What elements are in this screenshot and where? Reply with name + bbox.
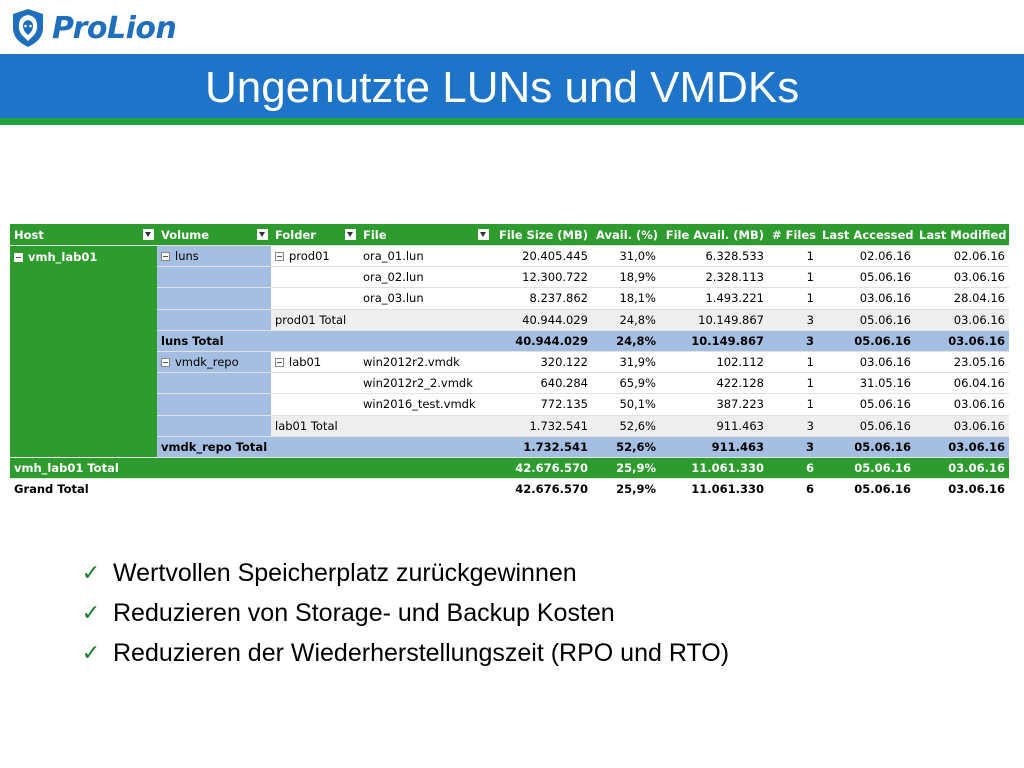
volume-total-row [10,330,1009,351]
collapse-toggle-icon[interactable] [161,358,170,367]
avail-mb-cell: 1.493.221 [660,288,768,309]
header-last-accessed: Last Accessed [818,224,915,246]
grand-total-label: Grand Total [10,479,492,500]
size-cell: 772.135 [492,394,592,415]
count-cell: 1 [768,394,818,415]
header-host[interactable]: Host [10,224,157,246]
folder-cell [271,394,359,415]
size-cell: 42.676.570 [492,457,592,478]
header-avail-pct: Avail. (%) [592,224,660,246]
avail-mb-cell: 6.328.533 [660,246,768,267]
avail-mb-cell: 2.328.113 [660,267,768,288]
collapse-toggle-icon[interactable] [275,252,284,261]
volume-cell[interactable]: luns [157,246,271,267]
page-title: Ungenutzte LUNs und VMDKs [205,63,800,112]
modified-cell: 03.06.16 [915,309,1009,330]
accessed-cell: 05.06.16 [818,330,915,351]
folder-cell[interactable]: lab01 [271,351,359,372]
modified-cell: 03.06.16 [915,479,1009,500]
volume-cell [157,267,271,288]
volume-cell [157,394,271,415]
avail-mb-cell: 11.061.330 [660,457,768,478]
header-file-count: # Files [768,224,818,246]
checkmark-icon: ✓ [81,640,101,666]
size-cell: 12.300.722 [492,267,592,288]
folder-cell [271,288,359,309]
size-cell: 40.944.029 [492,330,592,351]
accessed-cell: 05.06.16 [818,415,915,436]
accessed-cell: 02.06.16 [818,246,915,267]
table-row [10,267,1009,288]
count-cell: 1 [768,267,818,288]
size-cell: 1.732.541 [492,436,592,457]
folder-cell[interactable]: prod01 [271,246,359,267]
table-row [10,351,1009,372]
accessed-cell: 31.05.16 [818,373,915,394]
size-cell: 640.284 [492,373,592,394]
modified-cell: 03.06.16 [915,267,1009,288]
table-row [10,288,1009,309]
count-cell: 1 [768,246,818,267]
volume-cell [157,288,271,309]
header-file-avail: File Avail. (MB) [660,224,768,246]
accessed-cell: 05.06.16 [818,457,915,478]
folder-total-label: lab01 Total [271,415,492,436]
count-cell: 3 [768,415,818,436]
accessed-cell: 05.06.16 [818,394,915,415]
collapse-toggle-icon[interactable] [14,253,23,262]
host-total-row [10,457,1009,478]
checkmark-icon: ✓ [81,600,101,626]
host-cell[interactable]: vmh_lab01 [10,246,157,458]
avail-pct-cell: 18,1% [592,288,660,309]
avail-pct-cell: 31,9% [592,351,660,372]
avail-pct-cell: 65,9% [592,373,660,394]
volume-cell [157,415,271,436]
logo-text: ProLion [52,10,177,46]
collapse-toggle-icon[interactable] [275,358,284,367]
avail-pct-cell: 50,1% [592,394,660,415]
pivot-table [10,224,1009,499]
filter-dropdown-icon[interactable] [345,229,356,240]
modified-cell: 06.04.16 [915,373,1009,394]
avail-mb-cell: 10.149.867 [660,330,768,351]
volume-total-label: vmdk_repo Total [157,436,492,457]
avail-pct-cell: 52,6% [592,415,660,436]
size-cell: 1.732.541 [492,415,592,436]
accessed-cell: 05.06.16 [818,479,915,500]
file-cell: ora_02.lun [359,267,492,288]
modified-cell: 02.06.16 [915,246,1009,267]
accessed-cell: 03.06.16 [818,351,915,372]
volume-total-label: luns Total [157,330,492,351]
size-cell: 40.944.029 [492,309,592,330]
modified-cell: 23.05.16 [915,351,1009,372]
avail-pct-cell: 31,0% [592,246,660,267]
grand-total-row [10,479,1009,500]
accessed-cell: 03.06.16 [818,288,915,309]
count-cell: 6 [768,479,818,500]
list-item: ✓ Reduzieren von Storage- und Backup Kosten [81,598,615,627]
size-cell: 8.237.862 [492,288,592,309]
filter-dropdown-icon[interactable] [257,229,268,240]
file-cell: win2012r2.vmdk [359,351,492,372]
avail-pct-cell: 24,8% [592,309,660,330]
folder-cell [271,267,359,288]
count-cell: 1 [768,373,818,394]
modified-cell: 03.06.16 [915,436,1009,457]
checkmark-icon: ✓ [81,560,101,586]
avail-pct-cell: 18,9% [592,267,660,288]
header-volume[interactable]: Volume [157,224,271,246]
collapse-toggle-icon[interactable] [161,252,170,261]
count-cell: 3 [768,309,818,330]
folder-total-label: prod01 Total [271,309,492,330]
count-cell: 1 [768,288,818,309]
avail-mb-cell: 911.463 [660,415,768,436]
size-cell: 320.122 [492,351,592,372]
modified-cell: 03.06.16 [915,415,1009,436]
avail-pct-cell: 25,9% [592,479,660,500]
avail-pct-cell: 24,8% [592,330,660,351]
avail-mb-cell: 11.061.330 [660,479,768,500]
lion-shield-icon [10,8,46,48]
file-cell: ora_01.lun [359,246,492,267]
table-row [10,246,1009,267]
filter-dropdown-icon[interactable] [143,229,154,240]
file-cell: win2016_test.vmdk [359,394,492,415]
avail-pct-cell: 25,9% [592,457,660,478]
count-cell: 6 [768,457,818,478]
avail-pct-cell: 52,6% [592,436,660,457]
header-file[interactable]: File [359,224,492,246]
banner-accent-line [0,118,1024,125]
size-cell: 20.405.445 [492,246,592,267]
file-cell: win2012r2_2.vmdk [359,373,492,394]
modified-cell: 28.04.16 [915,288,1009,309]
count-cell: 3 [768,330,818,351]
modified-cell: 03.06.16 [915,394,1009,415]
volume-cell [157,373,271,394]
accessed-cell: 05.06.16 [818,436,915,457]
volume-cell [157,309,271,330]
count-cell: 3 [768,436,818,457]
accessed-cell: 05.06.16 [818,309,915,330]
header-file-size: File Size (MB) [492,224,592,246]
header-folder[interactable]: Folder [271,224,359,246]
list-item: ✓ Wertvollen Speicherplatz zurückgewinnen [81,558,577,587]
host-total-label: vmh_lab01 Total [10,457,492,478]
folder-total-row [10,415,1009,436]
folder-total-row [10,309,1009,330]
table-header-row [10,224,1009,246]
logo [10,6,176,50]
table-row [10,373,1009,394]
modified-cell: 03.06.16 [915,457,1009,478]
list-item: ✓ Reduzieren der Wiederherstellungszeit (RPO und RTO) [81,638,730,667]
avail-mb-cell: 422.128 [660,373,768,394]
avail-mb-cell: 10.149.867 [660,309,768,330]
benefit-list [80,553,729,673]
folder-cell [271,373,359,394]
avail-mb-cell: 911.463 [660,436,768,457]
modified-cell: 03.06.16 [915,330,1009,351]
filter-dropdown-icon[interactable] [478,229,489,240]
table-row [10,394,1009,415]
avail-mb-cell: 102.112 [660,351,768,372]
accessed-cell: 05.06.16 [818,267,915,288]
volume-total-row [10,436,1009,457]
size-cell: 42.676.570 [492,479,592,500]
header-last-modified: Last Modified [915,224,1009,246]
count-cell: 1 [768,351,818,372]
avail-mb-cell: 387.223 [660,394,768,415]
volume-cell[interactable]: vmdk_repo [157,351,271,372]
file-cell: ora_03.lun [359,288,492,309]
